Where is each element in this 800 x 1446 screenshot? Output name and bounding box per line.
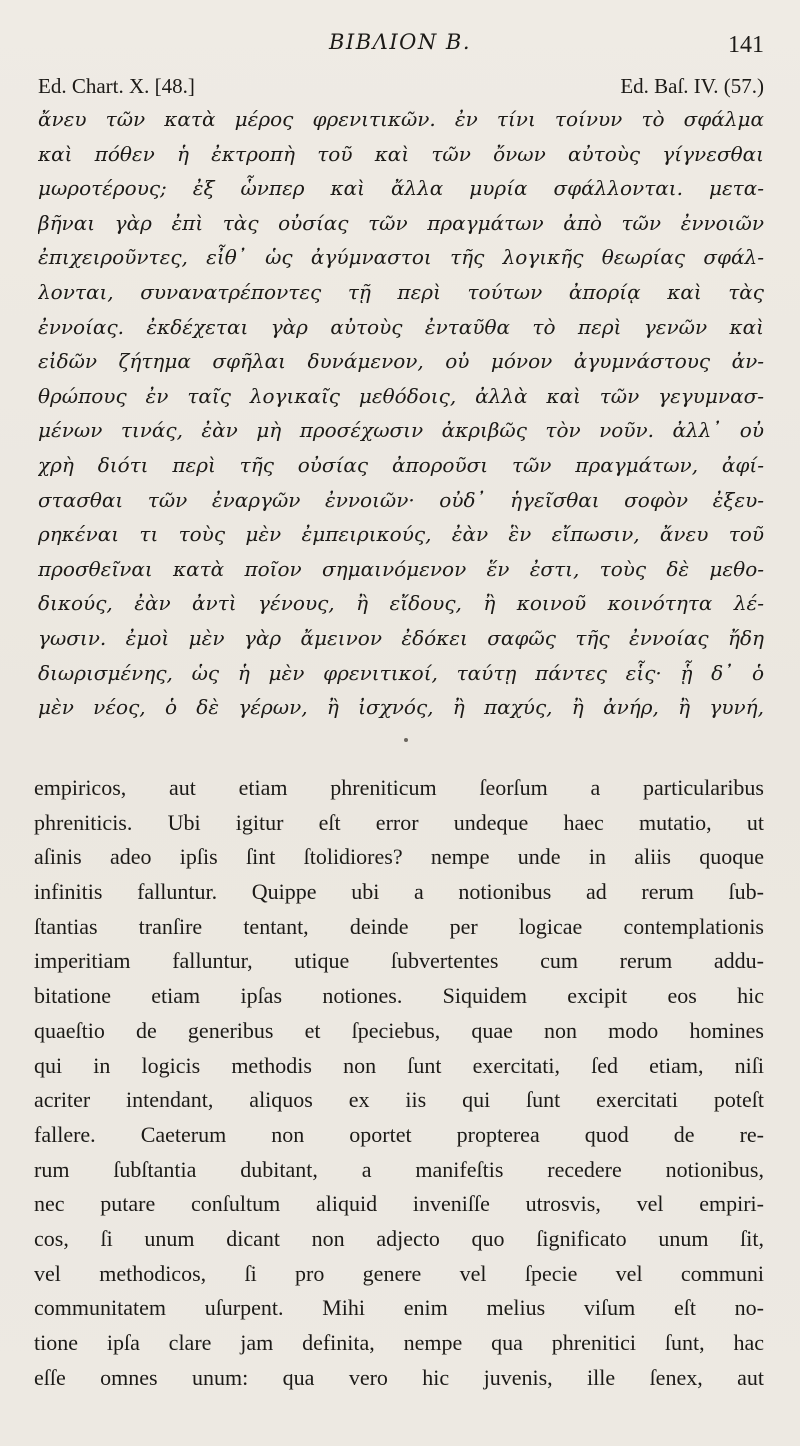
edition-chartier-reference: Ed. Chart. X. [48.] — [38, 74, 195, 98]
latin-line: fallere. Caeterum non oportet propterea quod de re- — [34, 1121, 764, 1147]
greek-line: βῆναι γὰρ ἐπὶ τὰς οὐσίας τῶν πραγμάτων ἀπὸ τῶν ἐννοιῶν — [38, 210, 764, 235]
greek-line: ρηκέναι τι τοὺς μὲν ἐμπειρικούς, ἐὰν ἓν εἴπωσιν, ἄνευ τοῦ — [38, 522, 764, 547]
greek-line: προσθεῖναι κατὰ ποῖον σημαινόμενον ἕν ἐστι, τοὺς δὲ μεθο- — [38, 556, 764, 581]
greek-line: ἐννοίας. ἐκδέχεται γὰρ αὐτοὺς ἐνταῦθα τὸ περὶ γενῶν καὶ — [38, 314, 764, 339]
greek-text-block — [38, 102, 764, 725]
greek-line: ἄνευ τῶν κατὰ μέρος φρενιτικῶν. ἐν τίνι τοίνυν τὸ σφάλμα — [38, 107, 764, 131]
latin-line: imperitiam falluntur, utique ſubvertentes cum rerum addu- — [34, 948, 764, 974]
greek-line: διωρισμένης, ὡς ἡ μὲν φρενιτικοί, ταύτῃ πάντες εἷς· ᾗ δ᾽ ὁ — [38, 660, 764, 685]
greek-line: θρώπους ἐν ταῖς λογικαῖς μεθόδοις, ἀλλὰ καὶ τῶν γεγυμνασ- — [38, 383, 764, 408]
greek-line: λονται, συνανατρέποντες τῇ περὶ τούτων ἀπορίᾳ καὶ τὰς — [38, 279, 764, 304]
running-head — [0, 30, 800, 60]
running-title: ΒΙΒΛΙΟΝ Β. — [329, 30, 471, 54]
edition-basel-reference: Ed. Baſ. IV. (57.) — [620, 74, 764, 98]
latin-line: ſtantias tranſire tentant, deinde per logicae contemplationis — [34, 913, 764, 939]
greek-line: δικούς, ἐὰν ἀντὶ γένους, ἢ εἴδους, ἢ κοινοῦ κοινότητα λέ- — [38, 591, 764, 616]
latin-line: acriter intendant, aliquos ex iis qui ſunt exercitati poteſt — [34, 1087, 764, 1113]
greek-line: γωσιν. ἐμοὶ μὲν γὰρ ἄμεινον ἐδόκει σαφῶς τῆς ἐννοίας ἤδη — [38, 625, 764, 650]
separator-dot — [404, 738, 408, 742]
page-number: 141 — [728, 32, 764, 58]
edition-reference-line — [38, 74, 764, 102]
greek-line: χρὴ διότι περὶ τῆς οὐσίας ἀποροῦσι τῶν πραγμάτων, ἀφί- — [38, 452, 764, 477]
latin-line: vel methodicos, ſi pro genere vel ſpecie vel communi — [34, 1260, 764, 1286]
latin-line: bitatione etiam ipſas notiones. Siquidem excipit eos hic — [34, 983, 764, 1009]
greek-line: στασθαι τῶν ἐναργῶν ἐννοιῶν· οὐδ᾽ ἡγεῖσθαι σοφὸν ἐξευ- — [38, 487, 764, 512]
latin-line: quaeſtio de generibus et ſpeciebus, quae non modo homines — [34, 1017, 764, 1043]
latin-line: tione ipſa clare jam definita, nempe qua phrenitici ſunt, hac — [34, 1330, 764, 1355]
greek-line: μὲν νέος, ὁ δὲ γέρων, ἢ ἰσχνός, ἢ παχύς, ἢ ἀνήρ, ἢ γυνή, — [38, 695, 764, 720]
latin-line: eſſe omnes unum: qua vero hic juvenis, ille ſenex, aut — [34, 1364, 764, 1390]
latin-line: empiricos, aut etiam phreniticum ſeorſum a particularibus — [34, 775, 764, 800]
latin-text-block — [34, 771, 764, 1395]
latin-line: nec putare conſultum aliquid inveniſſe utrosvis, vel empiri- — [34, 1191, 764, 1217]
latin-line: communitatem uſurpent. Mihi enim melius viſum eſt no- — [34, 1295, 764, 1321]
latin-line: infinitis falluntur. Quippe ubi a notionibus ad rerum ſub- — [34, 879, 764, 905]
latin-line: aſinis adeo ipſis ſint ſtolidiores? nempe unde in aliis quoque — [34, 844, 764, 870]
latin-line: phreniticis. Ubi igitur eſt error undeque haec mutatio, ut — [34, 809, 764, 835]
greek-line: μωροτέρους; ἐξ ὧνπερ καὶ ἄλλα μυρία σφάλλονται. μετα- — [38, 176, 764, 201]
greek-line: μένων τινάς, ἐὰν μὴ προσέχωσιν ἀκριβῶς τὸν νοῦν. ἀλλ᾽ οὐ — [38, 418, 764, 443]
latin-line: qui in logicis methodis non ſunt exercitati, ſed etiam, niſi — [34, 1052, 764, 1078]
latin-line: cos, ſi unum dicant non adjecto quo ſignificato unum ſit, — [34, 1225, 764, 1251]
greek-line: καὶ πόθεν ἡ ἐκτροπὴ τοῦ καὶ τῶν ὄνων αὐτοὺς γίγνεσθαι — [38, 141, 764, 166]
greek-line: ἐπιχειροῦντες, εἶθ᾽ ὡς ἀγύμναστοι τῆς λογικῆς θεωρίας σφάλ- — [38, 245, 764, 270]
greek-line: εἰδῶν ζήτημα σφῆλαι δυνάμενον, οὐ μόνον ἀγυμνάστους ἀν- — [38, 349, 764, 374]
latin-line: rum ſubſtantia dubitant, a manifeſtis recedere notionibus, — [34, 1156, 764, 1182]
